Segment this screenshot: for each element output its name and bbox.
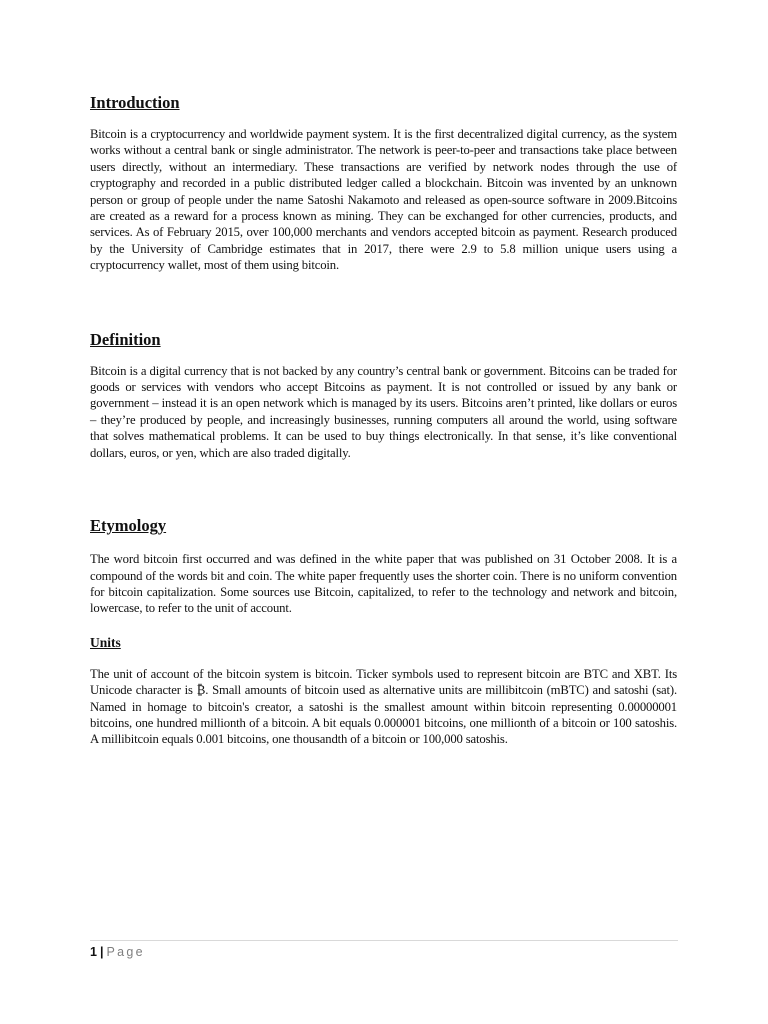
introduction-heading: Introduction — [90, 93, 180, 112]
etymology-heading: Etymology — [90, 516, 167, 536]
page-separator: | — [99, 945, 104, 959]
definition-paragraph: Bitcoin is a digital currency that is not backed by any country’s central bank or government. Bitcoins can be traded for goods or services with vendors who accept Bitcoins as payment. It is not controlled or issued by any bank or government – instead it is an open network which is managed by its users. Bitcoins aren’t printed, like dollars or euros – they’re produced by people, and increasingly businesses, running computers all around the world, using software that solves mathematical problems. It can be used to buy things electronically. In that sense, it’s like conventional dollars, euros, or yen, which are also traded digitally. — [90, 363, 677, 460]
page-label: Page — [106, 945, 145, 959]
document-body — [90, 93, 677, 748]
introduction-paragraph: Bitcoin is a cryptocurrency and worldwide payment system. It is the first decentralized digital currency, as the system works without a central bank or single administrator. The network is peer-to-peer and transactions take place between users directly, without an intermediary. These transactions are verified by network nodes through the use of cryptography and recorded in a public distributed ledger called a blockchain. Bitcoin was invented by an unknown person or group of people under the name Satoshi Nakamoto and released as open-source software in 2009.Bitcoins are created as a reward for a process known as mining. They can be exchanged for other currencies, products, and services. As of February 2015, over 100,000 merchants and vendors accepted bitcoin as payment. Research produced by the University of Cambridge estimates that in 2017, there were 2.9 to 5.8 million unique users using a cryptocurrency wallet, most of them using bitcoin. — [90, 127, 677, 273]
page-number: 1 — [90, 945, 97, 959]
units-paragraph: The unit of account of the bitcoin system is bitcoin. Ticker symbols used to represent bitcoin are BTC and XBT. Its Unicode character is ₿. Small amounts of bitcoin used as alternative units are millibitcoin (mBTC) and satoshi (sat). Named in homage to bitcoin's creator, a satoshi is the smallest amount within bitcoin representing 0.00000001 bitcoins, one hundred millionth of a bitcoin. A bit equals 0.000001 bitcoins, one millionth of a bitcoin or 100 satoshis. A millibitcoin equals 0.001 bitcoins, one thousandth of a bitcoin or 100,000 satoshis. — [90, 666, 677, 747]
units-heading: Units — [90, 634, 121, 650]
page-footer — [90, 940, 678, 960]
etymology-paragraph: The word bitcoin first occurred and was defined in the white paper that was published on 31 October 2008. It is a compound of the words bit and coin. The white paper frequently uses the shorter coin. There is no uniform convention for bitcoin capitalization. Some sources use Bitcoin, capitalized, to refer to the technology and network and bitcoin, lowercase, to refer to the unit of account. — [90, 552, 677, 616]
definition-heading: Definition — [90, 329, 161, 349]
